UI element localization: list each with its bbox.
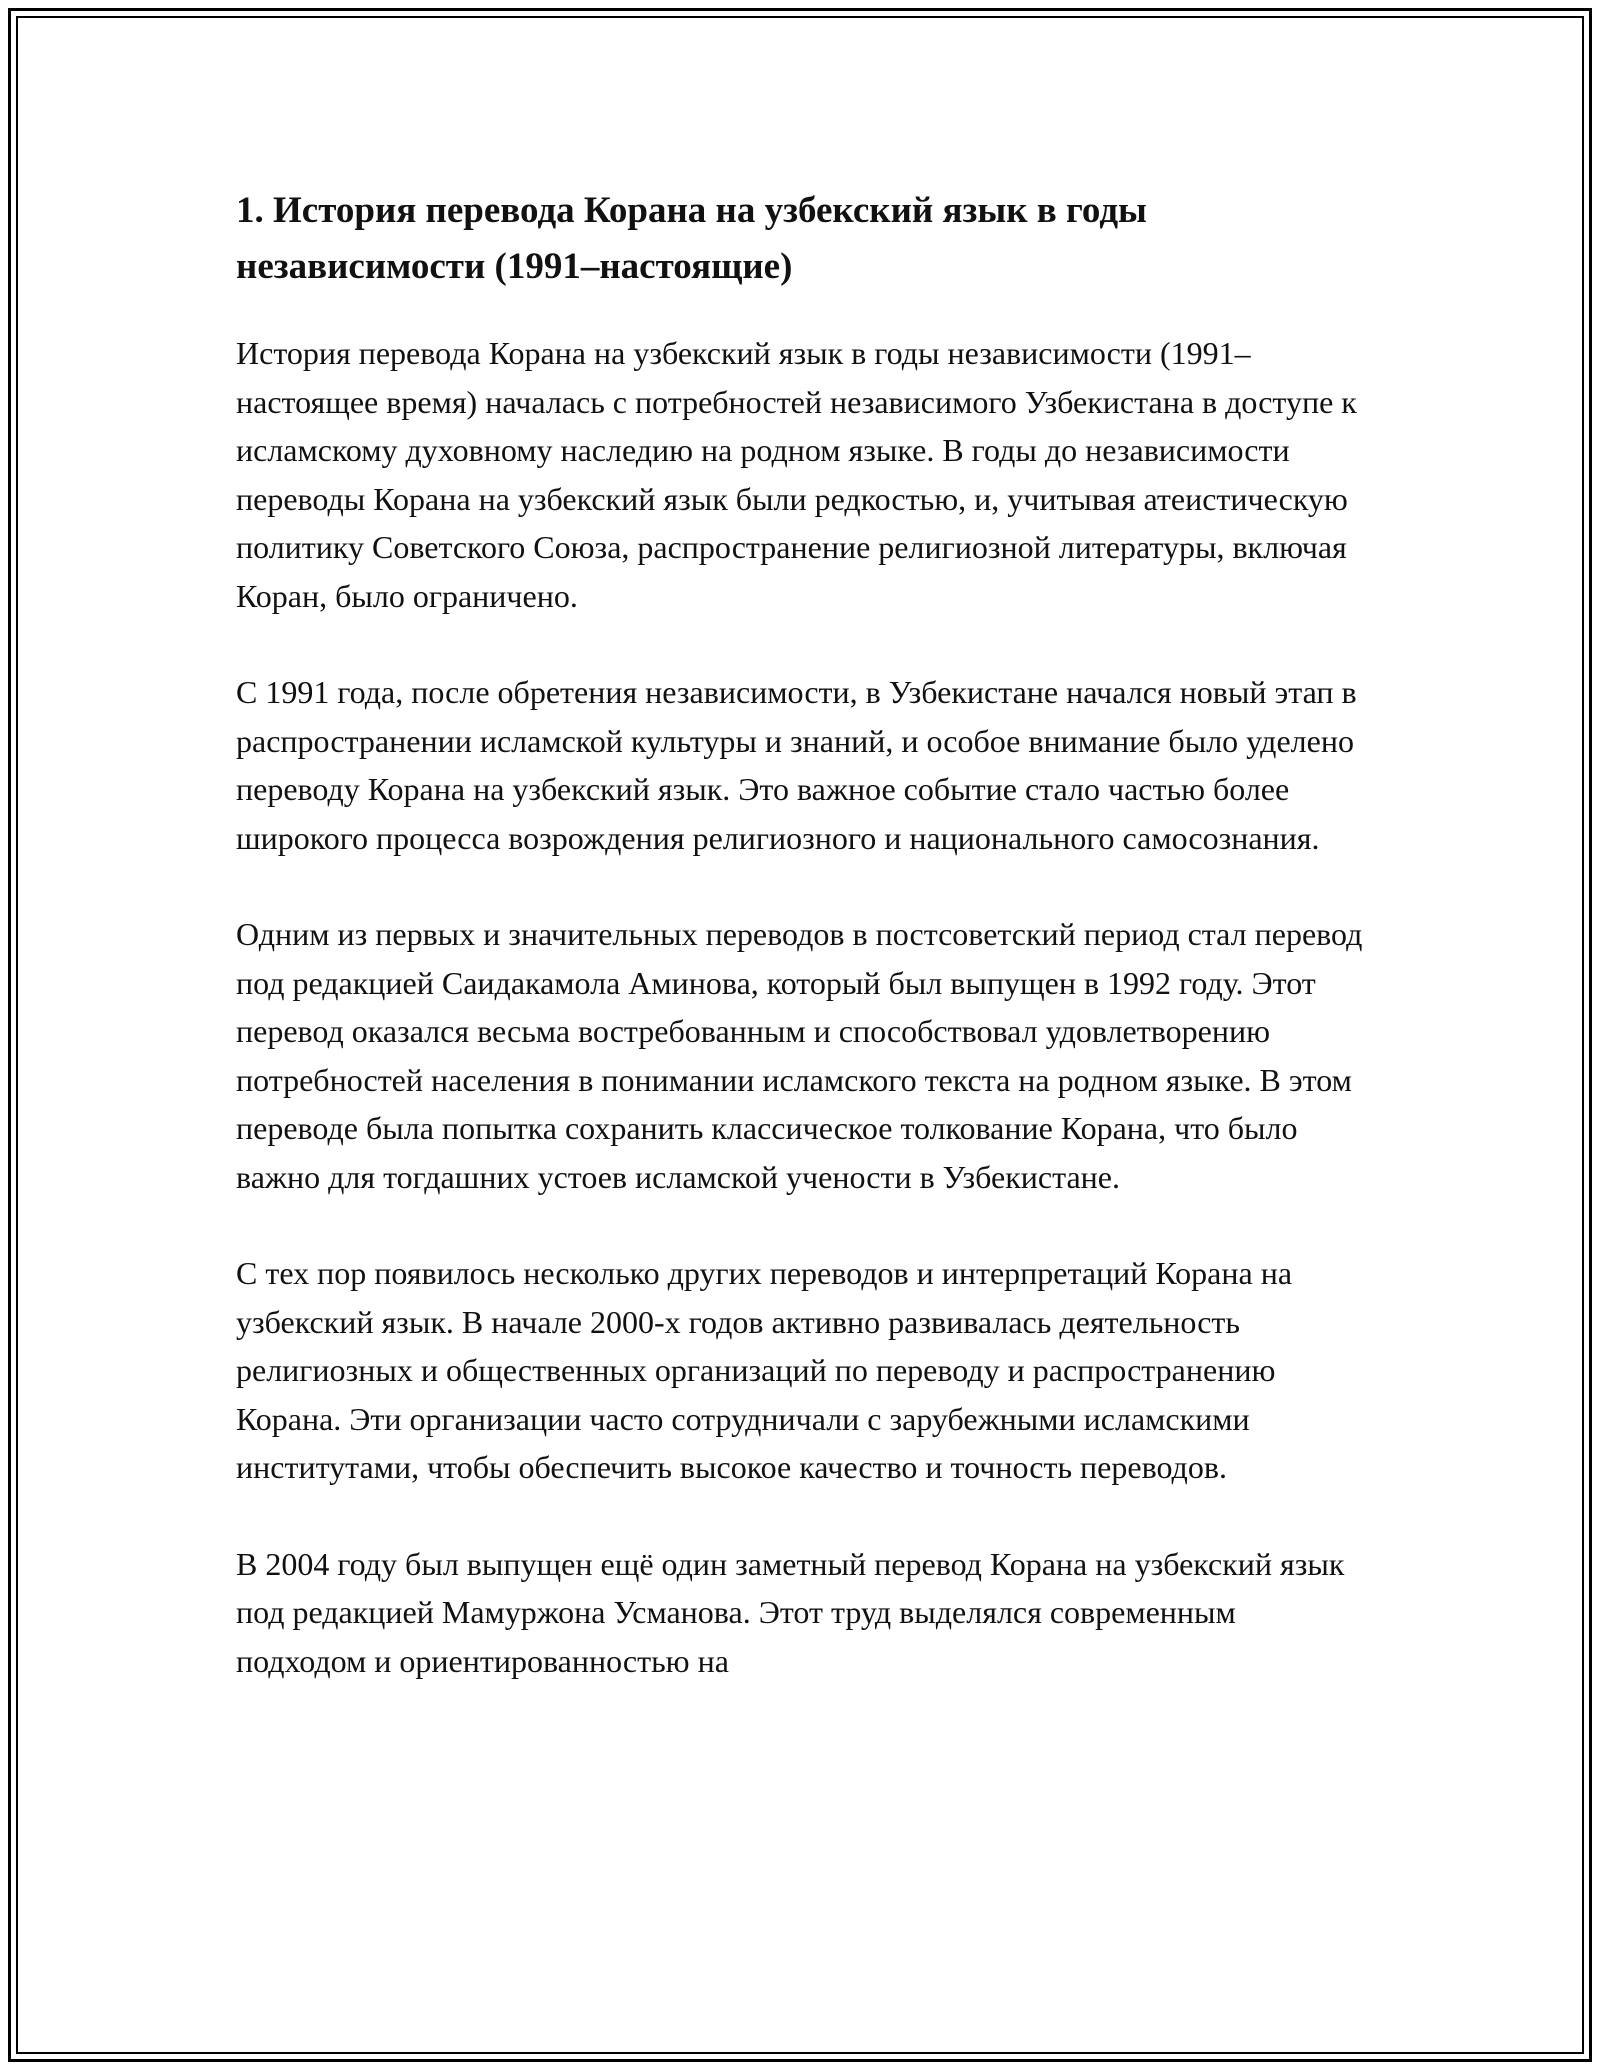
section-heading: 1. История перевода Корана на узбекский язык в годы независимости (1991–настоящие) — [236, 190, 1147, 287]
paragraph-3: Одним из первых и значительных переводов в постсоветский период стал перевод под редакцией Саидакамола Аминова, который был выпущен в 1992 году. Этот перевод оказался весьма востребованным и способствовал удовлетворению потребностей населения в понимании исламского текста на родном языке. В этом переводе была попытка сохранить классическое толкование Корана, что было важно для тогдашних устоев исламской учености в Узбекистане. — [236, 916, 1363, 1195]
paragraph-1: История перевода Корана на узбекский язык в годы независимости (1991–настоящее время) началась с потребностей независимого Узбекистана в доступе к исламскому духовному наследию на родном языке. В годы до независимости переводы Корана на узбекский язык были редкостью, и, учитывая атеистическую политику Советского Союза, распространение религиозной литературы, включая Коран, было ограничено. — [236, 335, 1357, 614]
paragraph-2: С 1991 года, после обретения независимости, в Узбекистане начался новый этап в распространении исламской культуры и знаний, и особое внимание было уделено переводу Корана на узбекский язык. Это важное событие стало частью более широкого процесса возрождения религиозного и национального самосознания. — [236, 674, 1357, 856]
paragraph-4: С тех пор появилось несколько других переводов и интерпретаций Корана на узбекский язык. В начале 2000-х годов активно развивалась деятельность религиозных и общественных организаций по переводу и распространению Корана. Эти организации часто сотрудничали с зарубежными исламскими институтами, чтобы обеспечить высокое качество и точность переводов. — [236, 1255, 1293, 1485]
document-body — [236, 183, 1366, 1733]
paragraph-5: В 2004 году был выпущен ещё один заметный перевод Корана на узбекский язык под редакцией Мамуржона Усманова. Этот труд выделялся современным подходом и ориентированностью на — [236, 1545, 1345, 1679]
